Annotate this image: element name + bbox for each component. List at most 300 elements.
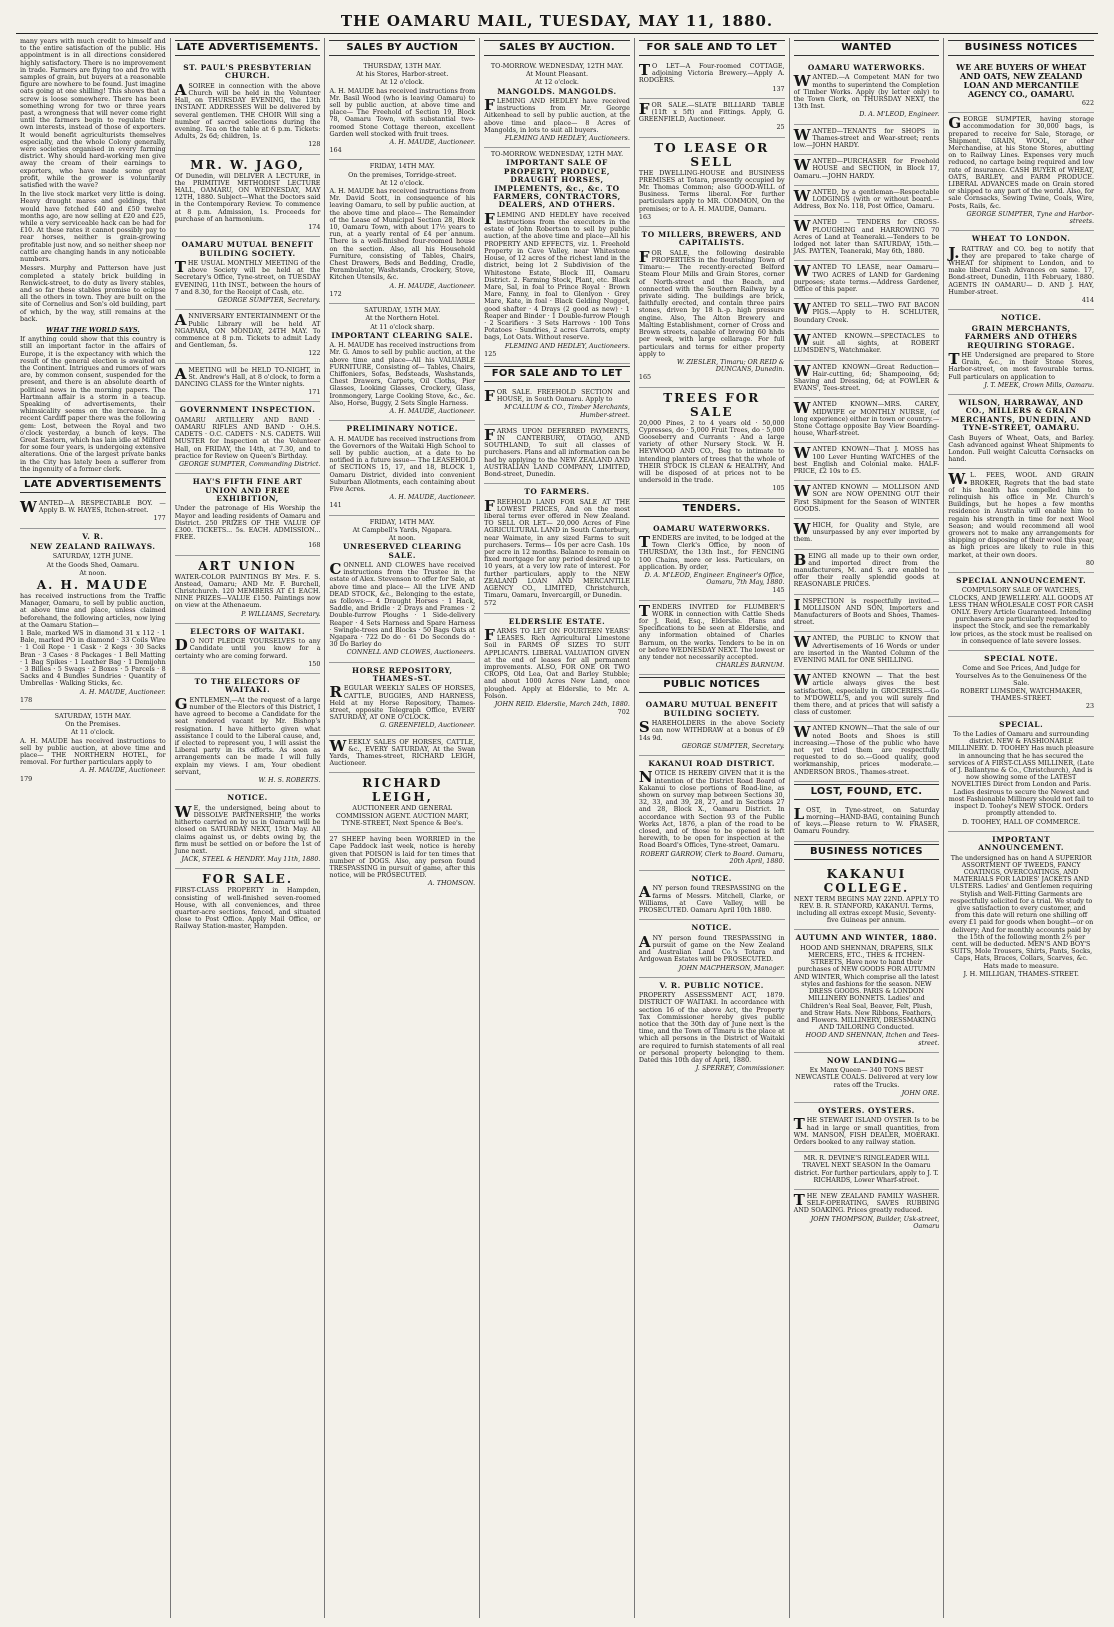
ad-number: 80 [1085, 558, 1095, 567]
ad-coals [794, 1053, 940, 1103]
ad-text: WANTED KNOWN — MOLLISON AND SON are NOW OPENING OUT their First Shipment for the Season of WINTER GOODS. [793, 482, 940, 513]
ad-title: FOR SALE. [202, 872, 294, 887]
ad-text: WANTED—PURCHASER for Freehold HOUSE and SECTION, in Block 17, Oamaru.—JOHN HARDY. [793, 156, 940, 180]
ad-title: GOVERNMENT INSPECTION. [179, 405, 316, 415]
ad-railways-auction [20, 529, 166, 710]
ad-title: NOTICE. [691, 923, 732, 933]
column-2 [171, 38, 326, 1618]
ad-text: CONNELL AND CLOWES have received instructions from the Trustee in the estate of Alex. Stevenson to offer for Sale, at above time and place— All the LIVE AND DEAD STOCK, &c., Belonging to the estate, as follows:— 4 Draught Horses · 1 Hack, Saddle, and Bridle · 2 Drays and Frames · 2 Double-furrow Ploughs · 1 Side-delivery Reaper · 4 Sets Harness and Spare Harness · Swingle-trees and Blocks · 50 Bags Oats at Ngapara · 722 Do do · 61 Do Seconds do · 30 Do Barley do [329, 560, 476, 649]
ad-number: 702 [617, 708, 630, 717]
ad-ringleader [794, 1152, 940, 1190]
ad-text: FOR SALE. FREEHOLD SECTION and HOUSE, in South Oamaru. Apply to [484, 386, 630, 405]
ad-signature: J. H. MILLIGAN, THAMES-STREET. [963, 969, 1079, 978]
ad-text: THE Undersigned are prepared to Store Grain, &c., in their Stone Stores, Harbor-street, on most favourable terms. Full particulars on application to [948, 349, 1095, 381]
ad-title: TREES FOR SALE [663, 390, 761, 419]
ad-title: TO LEASE OR SELL [654, 140, 770, 169]
ad-number: 171 [308, 388, 321, 397]
ad-number: 172 [329, 289, 342, 298]
ad-text: WANTED — TENDERS for CROSS-PLOUGHING and HARROWING 70 Acres of Land at Teaneraki.—Tenders to be lodged not later than SATURDAY, 15th.—JAS. PAYTEN, Teaneraki, May 6th, 1880. [793, 217, 940, 256]
ad-text: A. H. MAUDE has received instructions from Mr. David Scott, in consequence of his leaving Oamaru, to sell by public auction, at the above time and place— The Remainder of the Lease of Municipal Section 28, Block 10, Oamaru Town, with about 17½ years to run, at a yearly rental of £4 per annum. There is a well-finished four-roomed house on the section. Also, all his Household Furniture, consisting of Tables, Chairs, Chest Drawers, Beds and Bedding, Cradle, Perambulator, Washstands, Crockery, Stove, Kitchen Utensils, &c. [329, 187, 476, 282]
ad-wanted [794, 632, 940, 670]
ad-wanted [794, 125, 940, 156]
ad-title: V. R. [82, 531, 104, 541]
ad-text: FOR SALE.—SLATE BILLIARD TABLE (11ft x 5ft) and Fittings. Apply, G. GREENFIELD, Auctioneer. [638, 99, 785, 124]
ad-text: PROPERTY ASSESSMENT ACT, 1879. DISTRICT OF WAITAKI. In accordance with section 16 of the above Act, the Property Tax Commissioner hereby gives public notice that the 30th day of June next is the time, and the Town of Timaru is the place at which all persons in the District of Waitaki are required to furnish statements of all real or personal property belonging to them. Dated this 10th day of April, 1880. [638, 991, 785, 1064]
ad-text: THE STEWART ISLAND OYSTER Is to be had in large or small quantities, from WM. MANSON, FISH DEALER, MOERAKI. Orders booked to any railway station. [793, 1115, 940, 1146]
ad-grain-storage [948, 310, 1094, 395]
ad-date: FRIDAY, 14TH MAY. [369, 162, 435, 171]
ad-subtitle: GRAIN MERCHANTS, FARMERS AND OTHERS REQUIRING STORAGE. [964, 323, 1078, 350]
column-7 [944, 38, 1098, 1618]
ad-title: OAMARU WATERWORKS. [653, 523, 771, 533]
ad-signature: M'CALLUM & CO., Timber Merchants, Humber-street. [504, 403, 630, 419]
column-5 [635, 38, 790, 1618]
ad-wanted [794, 330, 940, 361]
ad-text: BEING all made up to their own order, and imported direct from the manufacturers, M. and S. are enabled to offer their really splendid goods at REASONABLE PRICES. [793, 550, 940, 589]
ad-list: 1 Bale, marked WS in diamond 31 x 112 · 1 Bale, marked PO in diamond · 33 Coils Wire · 1 Coil Rope · 1 Cask · 2 Kegs · 30 Sacks Bran · 3 Cases · 8 Packages · 1 Bell Matting · 1 Bag Spikes · 1 Leather Bag · 1 Demijohn · 3 Billies · 5 Swags · 2 Boxes · 5 Parcels · 8 Sacks and 4 Bundles Sundries · Quantity of Umbrellas · Walking Sticks, &c. [20, 629, 166, 688]
ad-signature: A. H. MAUDE, Auctioneer. [80, 687, 166, 696]
ad-wanted [20, 497, 166, 529]
ad-text: WANTED KNOWN.—SPECTACLES to suit all sights, at ROBERT LUMSDEN'S, Watchmaker. [793, 330, 940, 355]
ad-signature: ROBERT LUMSDEN, WATCHMAKER, THAMES-STREET. [960, 687, 1083, 703]
ad-title: TO FARMERS. [524, 487, 590, 497]
ad-title: IMPORTANT CLEARING SALE. [331, 330, 474, 340]
ad-text: A. H. MAUDE has received instructions from Mr. G. Amos to sell by public auction, at the above time and place—All his VALUABLE FURNITURE, Consisting of— Tables, Chairs, Chiffoniers, Sofas, Bedsteads, Washstands, Chest Drawers, Carpets, Oil Cloths, Pier Glasses, Looking Glasses, Crockery, Glass, Ironmongery, Large Cooking Stove, &c., &c. Also, Horse, Buggy, 2 Sets Single Harness. [329, 341, 476, 407]
ad-wanted [794, 550, 940, 595]
ad-text: TENDERS are invited, to be lodged at the Town Clerk's Office, by noon of THURSDAY, the 13th Inst., for FENCING 100 Chains, more or less. Particulars, on application. By order, [638, 532, 785, 571]
ad-text: W.L. FEES, WOOL AND GRAIN BROKER, Regrets that the bad state of his health has compelled him to relinquish his office in Mr. Church's Buildings, but he hopes a few months residence in Australia will enable him to regain his strength in time for next Wool Season; and would recommend all wool growers not to make any arrangements for shipping or disposing of their wool this year, as high prices are likely to rule in this market, at their own doors. [948, 470, 1095, 559]
ad-benefit-society [175, 237, 321, 310]
section-header: FOR SALE AND TO LET [639, 40, 785, 56]
ad-number: 25 [776, 123, 785, 132]
ad-text: WE, the undersigned, being about to DISSOLVE PARTNERSHIP, the works hitherto carried on by us in Oamaru will be closed on SATURDAY NEXT, 15th May. All claims against us, or debts owing by, the firm must be settled on or before the 1st of June next. [174, 802, 321, 855]
ad-lost-handbag [794, 804, 940, 842]
ad-title: WILSON, HARRAWAY, AND CO., MILLERS & GRAIN MERCHANTS, DUNEDIN, AND TYNE-STREET, OAMARU. [951, 397, 1092, 433]
ad-text: has received instructions from the Traffic Manager, Oamaru, to sell by public auction, at above time and place, unless claimed beforehand, the following articles, now lying at the Oamaru Station— [20, 592, 166, 629]
ad-number: 174 [308, 223, 321, 232]
ad-number: 572 [484, 599, 497, 608]
ad-text: THE DWELLING-HOUSE and BUSINESS PREMISES at Totara, presently occupied by Mr. Thomas Common; also GOOD-WILL of Business. Terms liberal. For further particulars apply to MR. COMMON, On the premises; or to A. H. MAUDE, Oamaru. [638, 168, 785, 213]
masthead-rule [16, 33, 1098, 34]
ad-signature: D. A. M'LEOD, Engineer. [859, 110, 940, 119]
ad-signature: G. GREENFIELD, Auctioneer. [379, 721, 476, 730]
ad-title: MR. W. JAGO, [190, 157, 305, 172]
ad-text: TO LET—A Four-roomed COTTAGE, adjoining Victoria Brewery.—Apply A. RODGERS. [638, 61, 785, 85]
ad-trees-for-sale [639, 388, 785, 499]
ad-wheat-oats-buyers [948, 60, 1094, 113]
column-1 [16, 38, 171, 1618]
ad-number: 150 [308, 659, 321, 668]
ad-title: NOTICE. [1000, 313, 1042, 323]
section-header: BUSINESS NOTICES [948, 40, 1094, 56]
ad-text: REGULAR WEEKLY SALES OF HORSES, CATTLE, BUGGIES, AND HARNESS, Held at my Horse Repository, Thames-street, opposite Telegraph Office, EVERY SATURDAY, AT ONE O'CLOCK. [329, 683, 476, 722]
ad-place: At the Northern Hotel. [365, 314, 440, 323]
ad-date: THURSDAY, 13TH MAY. [363, 62, 442, 70]
ad-text: A. H. MAUDE has received instructions from Mr. Basil Wood (who is leaving Oamaru) to sell by public auction, at above time and place— The Freehold of Section 19, Block 78, Oamaru Town, with substantial two-roomed Stone Cottage thereon, excellent Garden well stocked with fruit trees. [329, 86, 476, 138]
ad-title: SPECIAL ANNOUNCEMENT. [956, 576, 1087, 585]
ad-richard-leigh [329, 773, 475, 833]
ad-signature: HOOD AND SHENNAN, Itchen and Tees-street. [805, 1031, 940, 1047]
ad-title: RICHARD LEIGH, [362, 776, 443, 805]
ad-text: Cash Buyers of Wheat, Oats, and Barley. Cash advanced against Wheat Shipments to London. Full weight Calcutta Cornsacks on hand. [948, 433, 1095, 464]
ad-to-farmers [484, 484, 630, 613]
ad-wanted [794, 299, 940, 330]
ad-title: IMPORTANT ANNOUNCEMENT. [978, 834, 1065, 853]
ad-number: 163 [638, 212, 652, 221]
ad-benefit-withdraw [639, 697, 785, 756]
ad-text: WANTED—A RESPECTABLE BOY. —Apply B. W. HAYES, Itchen-street. [20, 497, 166, 516]
ad-auction-torridge-street [329, 160, 475, 304]
ad-text: WANTED KNOWN—Great Reduction—Hair-cutting, 6d; Shampooing, 6d; Shaving and Dressing, 6d; at FOWLER & EVANS', Tees-street. [793, 361, 940, 393]
ad-title: HORSE REPOSITORY, THAMES-ST. [351, 665, 453, 684]
ad-title: OYSTERS. OYSTERS. [818, 1105, 915, 1115]
ad-title: SPECIAL. [999, 719, 1044, 729]
ad-text: The undersigned has on hand A SUPERIOR ASSORTMENT OF TWEEDS, FANCY COATINGS, OVERCOATINGS, AND MATERIALS FOR LADIES' JACKETS AND ULSTERS. Ladies' and Gentlemen requiring Stylish and Well-Fitting Garments are respectfully solicited for a trial. We study to give satisfaction to every customer, and from this date will return one shilling off every £1 paid for goods when bought—or on delivery; And for monthly accounts paid by the 15th of the following month 2½ per cent. will be deducted. MEN'S AND BOY'S SUITS, Mole Trousers, Shirts, Pants, Socks, Caps, Hats, Braces, Collars, Scarves, &c. Hats made to measure. [949, 853, 1094, 970]
article-paragraph: In the live stock market very little is doing. Heavy draught mares and geldings, that would have fetched £40 and £50 twelve months ago, are now selling at £20 and £25, while a very serviceable hack can be had for £10. At these rates it cannot possibly pay to rear horses, neither is grain-growing profitable just now, and so neither sheep nor cattle are changing hands in any noticeable numbers. [20, 190, 166, 264]
section-title: WHAT THE WORLD SAYS. [46, 325, 140, 334]
ad-signature: W. H. S. ROBERTS. [258, 776, 321, 785]
ad-freehold-section [484, 386, 630, 425]
ad-trespass-game [639, 920, 785, 977]
ad-time: At 12 o'clock. [535, 78, 579, 87]
ad-text: GENTLEMEN,—At the request of a large number of the Electors of this District, I have agreed to become a Candidate for the seat rendered vacant by Mr. Bishop's resignation. I have hitherto given what assistance I could to the Liberal cause, and, if elected to represent you, I will assist the Liberal party in its efforts. As soon as arrangements can be made I will fully explain my views. I am, Your obedient servant, [174, 694, 321, 776]
section-header: FOR SALE AND TO LET [484, 366, 630, 382]
ad-text: THE USUAL MONTHLY MEETING of the above Society will be held at the Secretary's Office, Tyne-street, on TUESDAY EVENING, 11th INST., between the hours of 7 and 8.30, for the Receipt of Cash, etc. [174, 258, 321, 296]
ad-number: 164 [329, 146, 342, 155]
ad-signature: JOHN ORE. [901, 1088, 940, 1097]
ad-tenders-invited [639, 601, 785, 676]
ad-text: WE ARE BUYERS OF WHEAT AND OATS, NEW ZEALAND LOAN AND MERCANTILE AGENCY CO., OAMARU. [956, 62, 1087, 99]
ad-wool-broker [948, 469, 1094, 573]
section-header: LATE ADVERTISEMENTS. [175, 40, 321, 56]
ad-wanted [794, 216, 940, 261]
ad-title: AUTUMN AND WINTER, 1880. [795, 933, 938, 943]
ad-text: LOST, in Tyne-street, on Saturday morning—HAND-BAG, containing Bunch of keys.—Please return to W. FRASER, Oamaru Foundry. [793, 804, 940, 836]
ad-signature: GEORGE SUMPTER, Tyne and Harbor-streets. [966, 209, 1095, 226]
ad-signature: A. H. MAUDE, Auctioneer. [389, 493, 476, 502]
ad-text: COMPULSORY SALE OF WATCHES, CLOCKS, AND JEWELLERY. ALL GOODS AT LESS THAN WHOLESALE COST FOR CASH ONLY. Every Article Guaranteed. Intending purchasers are particularly requested to inspect the Stock, and see the remarkably low prices, as the stock must be realised on in consequence of late severe losses. [948, 586, 1094, 645]
ad-title: NOTICE. [227, 793, 268, 803]
ad-millinery [948, 717, 1094, 832]
ad-number: 165 [638, 373, 652, 382]
ad-number: 145 [772, 586, 785, 595]
ad-signature: P. WILLIAMS, Secretary. [241, 609, 321, 618]
ad-subtitle: NEW ZEALAND RAILWAYS. [30, 542, 156, 551]
ad-wanted [794, 670, 940, 722]
ad-wilson-harraway [948, 395, 1094, 469]
ad-text: WANTED KNOWN — That the best article always gives the best satisfaction, especially in GROCERIES.—Go to M'DOWELL'S, and you will surely find them there, and at prices that will satisfy a class of customer. [793, 671, 940, 717]
ad-electors [175, 624, 321, 674]
ad-signature: JOHN REID. Elderslie, March 24th, 1880. [494, 700, 630, 709]
ad-title: TO MILLERS, BREWERS, AND CAPITALISTS. [641, 230, 782, 248]
ad-signature: JACK, STEEL & HENDRY. May 11th, 1880. [181, 855, 321, 864]
ad-number: 168 [308, 541, 321, 550]
ad-hood-shennan [794, 930, 940, 1052]
ad-text: THE NEW ZEALAND FAMILY WASHER. SELF-OPERATING, SAVES RUBBING AND SOAKING. Prices greatly reduced. [793, 1190, 940, 1215]
ad-special-note [948, 651, 1094, 717]
ad-hampden-sale [175, 869, 321, 935]
ad-text: 20,000 Pines, 2 to 4 years old · 50,000 Cypresses, do · 5,000 Fruit Trees, do · 5,000 Gooseberry and Currants · And a large variety of other Nursery Stock. W. H. HEYWOOD AND CO., Beg to intimate to intending planters of trees that the whole of THEIR STOCK IS CLEAN & HEALTHY, And will be disposed of at prices not to be undersold in the trade. [638, 418, 785, 485]
ad-title: ELECTORS OF WAITAKI. [190, 626, 306, 636]
ad-northern-hotel [20, 710, 166, 788]
ad-mangolds [484, 60, 630, 148]
ad-wanted [794, 361, 940, 399]
ad-electors-letter [175, 674, 321, 790]
ad-clearing-sale [329, 304, 475, 421]
ad-text: ANY person found TRESPASSING on the farms of Messrs. Mitchell, Clarke, or Williams, at Cave Valley, will be PROSECUTED. Oamaru April 10th 1880. [638, 883, 785, 915]
ad-preliminary-notice [329, 421, 475, 515]
ad-wanted [794, 398, 940, 443]
masthead: THE OAMARU MAIL, TUESDAY, MAY 11, 1880. [340, 12, 774, 30]
ad-cottage-to-let [639, 60, 785, 99]
ad-signature: J. T. MEEK, Crown Mills, Oamaru. [984, 380, 1095, 389]
ad-signature: D. A. M'LEOD, Engineer. Engineer's Office, Oamaru, 7th May, 1880. [644, 570, 785, 587]
ad-title: HAY'S FIFTH FINE ART UNION AND FREE EXHIBITION, [192, 477, 303, 503]
ad-title: ELDERSLIE ESTATE. [508, 616, 606, 626]
ad-title: ST. PAUL'S PRESBYTERIAN CHURCH. [183, 63, 312, 81]
ad-number: 128 [308, 140, 321, 149]
ad-text: FARMS UPON DEFERRED PAYMENTS, IN CANTERBURY, OTAGO, AND SOUTHLAND, To suit all classes of purchasers. Plans and all information can be had by applying to the NEW ZEALAND AND AUSTRALIAN LAND COMPANY, LIMITED, Bond-street, Dunedin. [484, 425, 630, 478]
ad-church-soiree [175, 60, 321, 155]
ad-signature: A. H. MAUDE, Auctioneer. [389, 281, 476, 290]
ad-number: 105 [772, 484, 785, 493]
ad-signature: JOHN THOMPSON, Builder, Usk-street, Oamaru [810, 1214, 940, 1230]
ad-text: WANTED KNOWN—That the sale of our noted Boots and Shoes is still increasing.—Those of the public who have not yet tried them are respectfully requested to do so.—Good quality, good workmanship, prices moderate.—ANDERSON BROS., Thames-street. [793, 723, 940, 776]
ad-signature: JOHN MACPHERSON, Manager. [678, 963, 785, 972]
ad-wanted [794, 519, 940, 550]
ad-art-union [175, 556, 321, 624]
article-paragraph: If anything could show that this country is still an important factor in the affairs of Europe, it is the expectancy with which the result of the general election is awaited on the Continent. Intrigues and rumors of wars are, by common consent, suspended for the present, and there is an absolute dearth of political news in the morning papers. The Hartmann affair is a storm in a teacup. Speaking of advertisements, their whimsicality seems on the increase. In a recent Cardiff paper there was the following gem: Lost, between the Royal and two o'clock yesterday, a bunch of keys. The Great Eastern, which has lain idle at Milford for some four years, is undergoing extensive alterations. One of the largest private banks in the City has lately been a sufferer from the ingenuity of a former clerk. [20, 335, 166, 473]
ad-number: 414 [1081, 296, 1095, 305]
columns [16, 38, 1098, 1618]
ad-text: NOTICE IS HEREBY GIVEN that it is the intention of the District Road Board of Kakanui to close portions of Road-line, as shown on survey map between Sections 30, 32, 33, and 39, 28, 27, and in Sections 27 and 28, Block X., Oamaru District. In accordance with Section 93 of the Public Works Act, 1876, a plan of the road to be closed, and of those to be opened is left herewith, to be open for inspection at the Road Board's Offices, Tyne-street, Oamaru. [638, 768, 785, 850]
ad-sheep-worried [329, 833, 475, 892]
article-paragraph: many years with much credit to himself and to the entire satisfaction of the public. His appointment is in all directions considered highly satisfactory. There is no improvement in trade. Farmers are flying too and fro with samples of grain, but buyers at a reasonable figure are nowhere to be found. Just imagine oats going at one shilling! This shows that a screw is loose somewhere. There has been something wrong for two or three years past, a wrongness that will never come right until the farmers begin to regulate their own interests, instead of those of exporters. It would benefit agriculturists themselves especially, and the whole Colony generally, were societies organised in every farming district. Why should hard-working men give away the cream of their earnings to exporters, who have made some great profit, while the grower is voluntarily satisfied with the wave? [20, 38, 166, 190]
ad-date: SATURDAY, 12TH JUNE. [52, 552, 133, 561]
ad-text: TENDERS INVITED for FLUMBER'S WORK in connection with Cattle Sheds for J. Reid, Esq., Elderslie. Plans and Specifications to be seen at Elderslie, and any information obtained of Charles Barnum, on the works. Tenders to be in on or before WEDNESDAY NEXT. The lowest or any tender not necessarily accepted. [638, 601, 785, 661]
ad-text: WANTED TO SELL—TWO FAT BACON PIGS.—Apply to H. SCHLUTER, Boundary Creek. [793, 300, 940, 324]
ad-time: At 11 o'clock sharp. [370, 322, 435, 331]
ad-text: Of Dunedin, will DELIVER A LECTURE, in the PRIMITIVE METHODIST LECTURE HALL, OAMARU, ON WEDNESDAY, MAY 12TH, 1880. Subject—What the Doctors said in the Contemporary Review. To commence at 8 p.m. Admission, 1s. Proceeds for purchase of an harmonium. [174, 171, 321, 223]
section-header: LATE ADVERTISEMENTS [20, 477, 166, 493]
ad-signature: A. H. MAUDE, Auctioneer. [80, 766, 166, 775]
ad-weekly-sales [329, 736, 475, 774]
ad-time: At 11 o'clock. [70, 728, 115, 737]
ad-millers-brewers [639, 227, 785, 387]
ad-number: 622 [1081, 99, 1095, 107]
ad-place: At the Goods Shed, Oamaru. [46, 560, 140, 569]
ad-text: WEEKLY SALES OF HORSES, CATTLE, &c., EVERY SATURDAY, At the Swan Yards, Thames-street, RICHARD LEIGH, Auctioneer. [329, 736, 476, 768]
ad-date: FRIDAY, 14TH MAY. [369, 517, 435, 526]
section-header: BUSINESS NOTICES [794, 844, 940, 860]
ad-text: To the Ladies of Oamaru and surrounding district. NEW & FASHIONABLE MILLINERY. D. TOOHEY Has much pleasure in announcing that he has secured the services of A FIRST-CLASS MILLINER, (Late of J. Ballantyne & Co., Christchurch), And is now showing some of the LATEST NOVELTIES Direct from London and Paris. Ladies desirous to secure the Newest and most Fashionable Millinery should not fail to inspect D. Toohey's NEW STOCK. Orders promptly attended to. [948, 730, 1094, 818]
ad-text: FIRST-CLASS PROPERTY in Hampden, consisting of well-finished seven-roomed House, with all conveniences, and three quarter-acre sections, fenced, and situated close to Post Office. Apply Mail Office, or Railway Station-master, Hampden. [174, 886, 321, 931]
ad-lecture [175, 155, 321, 238]
ad-number: 178 [20, 695, 33, 704]
ad-text: SHAREHOLDERS in the above Society can now WITHDRAW at a bonus of £9 14s 9d. [638, 718, 785, 742]
ad-anniversary [175, 310, 321, 363]
ad-text: AUCTIONEER AND GENERAL COMMISSION AGENT. AUCTION MART, TYNE-STREET, Next Spence & Bee's. [335, 804, 469, 827]
ad-kakanui-road [639, 756, 785, 871]
ad-signature: A. H. MAUDE, Auctioneer. [389, 406, 476, 415]
ad-number: 141 [329, 501, 342, 510]
ad-title: SPECIAL NOTE. [984, 654, 1059, 664]
ad-text: J.RATTRAY and CO. beg to notify that they are prepared to take charge of WHEAT for shipment to London, and to make liberal Cash Advances on same. 17, Bond-street, Dunedin, 11th February, 1880. AGENTS IN OAMARU— D. AND J. HAY, Humber-street. [948, 243, 1095, 296]
ad-signature: GEORGE SUMPTER, Secretary. [217, 296, 321, 305]
ad-deferred-farms [484, 425, 630, 484]
ad-text: FLEMING AND HEDLEY have received instructions from the executors in the estate of John Robertson to sell by public auction, at the above time and place—All his PROPERTY AND EFFECTS, viz. 1. Freehold Property in Cave Valley, near Whitestone House, of 12 acres of the richest land in the district, being lot 2 Subdivision of the Whitestone Estate, Block III, Oamaru District. 2. Farming Stock, Plant, etc. Black Mare, Sal, in foal to Prince Royal · Brown Mare, Fanny, in foal to Glenlyon · Grey Mare, Kate, in foal · Black Gelding Nugget, good shafter · 4 Drays (2 good as new) · 1 Reaper and Binder · 1 Double-furrow Plough · 2 Scarifiers · 3 Sets Harrows · 100 Tons Potatoes · Sundries, 2 acres Carrots, empty bags, Lot Oats. Without reserve. [484, 209, 630, 342]
ad-text: ANY person found TRESPASSING in pursuit of game on the New Zealand and Australian Land Co.'s Totara and Ardgowan Estates will be PROSECUTED. [638, 932, 785, 964]
section-header: PUBLIC NOTICES [639, 677, 785, 693]
ad-signature: A. H. MAUDE, Auctioneer. [389, 138, 476, 147]
ad-text: WANTED, by a gentleman—Respectable LODGINGS (with or without board.—Address, Box No. 118, Post Office, Oamaru. [793, 186, 940, 211]
ad-title: UNRESERVED CLEARING SALE. [342, 542, 462, 560]
ad-number: 137 [772, 84, 785, 93]
ad-number: 23 [1085, 702, 1095, 711]
ad-place: On the Premises. [65, 720, 121, 729]
ad-title: OAMARU WATERWORKS. [807, 63, 926, 72]
ad-number: 122 [308, 349, 321, 358]
section-header: TENDERS. [639, 501, 785, 517]
ad-wanted [794, 481, 940, 519]
ad-waterworks-tender [639, 521, 785, 601]
ad-wanted [794, 595, 940, 633]
ad-text: ASOIREE in connection with the above Church will be held in the Volunteer Hall, on THURSDAY EVENING, the 13th INSTANT. ADDRESSES Will be delivered by several gentlemen. THE CHOIR Will sing a number of sacred selections during the evening. Tea on the table at 6 p.m. Tickets: Adults, 2s 6d; children, 1s. [174, 80, 321, 141]
ad-lease-or-sell [639, 138, 785, 227]
ad-oysters [794, 1103, 940, 1152]
ad-title: KAKANUI COLLEGE. [823, 866, 910, 895]
ad-signature: A. THOMSON. [428, 879, 476, 888]
ad-signature: CHARLES BARNUM. [715, 661, 785, 670]
ad-time: At noon. [79, 568, 107, 577]
ad-title: NOTICE. [691, 874, 732, 884]
ad-title: MANGOLDS. MANGOLDS. [497, 86, 617, 96]
ad-time: At 12 o'clock. [380, 78, 425, 87]
ad-text: MR. R. DEVINE'S RINGLEADER WILL TRAVEL NEXT SEASON In the Oamaru district. For further particulars, apply to J. T. RICHARDS, Lower Wharf-street. [794, 1154, 939, 1184]
ad-text: WANTED.—A Competent MAN for two months to superintend the Completion of Timber Works. Apply (by letter only) to the Town Clerk, on THURSDAY NEXT, the 13th Inst. [793, 72, 940, 111]
ad-kakanui-college [794, 864, 940, 931]
ad-title: OAMARU MUTUAL BENEFIT BUILDING SOCIETY. [181, 240, 314, 258]
ad-important-announcement [948, 832, 1094, 983]
ad-title: WHEAT TO LONDON. [971, 234, 1071, 244]
ad-date: SATURDAY, 15TH MAY. [54, 712, 132, 721]
ad-wanted [794, 155, 940, 186]
ad-signature: D. TOOHEY, HALL OF COMMERCE. [962, 817, 1081, 826]
column-3 [325, 38, 480, 1618]
ad-text: WANTED KNOWN—MRS. CAREY, MIDWIFE or MONTHLY NURSE, (of long experience) either in town or country.—Stone Cottage opposite Bay View Boarding-house, Wharf-street. [793, 399, 940, 438]
ad-number: 125 [484, 349, 497, 358]
ad-signature: GEORGE SUMPTER, Commanding District. [178, 459, 321, 468]
ad-text: WHICH, for Quality and Style, are unsurpassed by any ever imported by them. [793, 519, 940, 544]
ad-important-sale [484, 148, 630, 364]
section-header: SALES BY AUCTION. [484, 40, 630, 56]
ad-special-announcement [948, 573, 1094, 651]
section-header: LOST, FOUND, ETC. [794, 784, 940, 800]
ad-text: A. H. MAUDE has received instructions to sell by public auction, at above time and place— THE NORTHERN HOTEL, for removal. For further particulars apply to [20, 736, 166, 767]
ad-place: At Campbell's Yards, Ngapara. [352, 525, 452, 534]
ad-text: NEXT TERM BEGINS MAY 22ND. APPLY TO REV. B. R. STANFORD, KAKANUI. Terms, including all extras except Music, Seventy-five Guineas per annum. [793, 894, 939, 925]
ad-place: At his Stores, Harbor-street. [356, 70, 449, 79]
ad-signature: ROBERT GARROW, Clerk to Board. Oamaru, 20th April, 1880. [640, 849, 785, 865]
ad-signature: CONNELL AND CLOWES, Auctioneers. [346, 648, 476, 657]
ad-text: HOOD AND SHENNAN, DRAPERS, SILK MERCERS, ETC., THES & ITCHEN-STREETS, Have now to hand their purchases of NEW GOODS FOR AUTUMN AND WINTER, Which comprise all the latest styles and fashions for the season. NEW DRESS GOODS. PARIS & LONDON MILLINERY BONNETS. Ladies' and Children's Real Seal, Beaver, Felt, Plush, and Straw Hats. New Ribbons, Feathers, and Flowers. MILLINERY, DRESSMAKING AND TAILORING Conducted. [794, 943, 939, 1032]
ad-time: At noon. [388, 533, 416, 542]
ad-title: IMPORTANT SALE OF PROPERTY, PRODUCE, DRAUGHT HORSES, IMPLEMENTS, &c., &c. TO FARMERS, CONTRACTORS, DEALERS, AND OTHERS. [493, 158, 621, 210]
ad-text: Come and See Prices, And Judge for Yourselves As to the Genuineness Of the Sale. [955, 664, 1087, 687]
ad-title: ART UNION [198, 558, 297, 573]
ad-number: 179 [20, 774, 33, 783]
ad-wanted [794, 186, 940, 217]
ad-text: INSPECTION is respectfully invited.—MOLLISON AND SON, Importers and Manufacturers of Boots and Shoes, Thames-street. [793, 595, 940, 627]
ad-text: AMEETING will be HELD TO-NIGHT, in St. Andrew's Hall, at 8 o'clock, to form a DANCING CLASS for the Winter nights. [174, 364, 321, 388]
ad-text: DO NOT PLEDGE YOURSELVES to any Candidate until you know for a certainty who are coming forward. [174, 636, 321, 660]
ad-horse-repository [329, 663, 475, 736]
ad-title: NOW LANDING— [826, 1055, 907, 1065]
ad-place: On the premises, Torridge-street. [348, 170, 457, 179]
ad-signature: GEORGE SUMPTER, Secretary. [681, 741, 785, 750]
ad-text: WANTED KNOWN—That J. MOSS has 100 Lever Hunting WATCHES of the best English and Colonial make. HALF-PRICE, £2 10s to £5. [793, 444, 940, 475]
ad-title: OAMARU MUTUAL BENEFIT BUILDING SOCIETY. [645, 700, 778, 718]
ad-text: FLEMING AND HEDLEY have received instructions from Mr. George Aitkenhead to sell by public auction, at the above time and place— 8 Acres of Mangolds, in lots to suit all buyers. [484, 96, 630, 134]
ad-fine-art-union [175, 474, 321, 555]
ad-wanted [794, 722, 940, 781]
ad-text: 27 SHEEP having been WORRIED in the Cape Paddock last week, notice is hereby given that POISON is laid for ten times that number of DOGS. Also, any person found TRESPASSING in pursuit of game, after this notice, will be PROSECUTED. [329, 835, 476, 880]
ad-place: At Mount Pleasant. [525, 70, 589, 79]
auctioneer-name: A. H. MAUDE [36, 578, 149, 593]
ad-auction-harbor-street [329, 60, 475, 160]
ad-property-assessment [639, 978, 785, 1078]
ad-text: WANTED, the PUBLIC to KNOW that Advertisements of 16 Words or under are inserted in the Wanted Column of the EVENING MAIL for ONE SHILLING. [793, 633, 940, 664]
ad-time: At 12 o'clock. [380, 178, 425, 187]
ad-title: TO THE ELECTORS OF WAITAKI. [194, 677, 301, 695]
ad-george-sumpter [948, 113, 1094, 231]
ad-dancing-class [175, 364, 321, 403]
ad-date: TO-MORROW. WEDNESDAY, 12TH MAY. [490, 150, 624, 159]
ad-signature: FLEMING AND HEDLEY, Auctioneers. [504, 341, 630, 350]
ad-date: TO-MORROW. WEDNESDAY, 12TH MAY. [490, 62, 624, 70]
ad-waterworks-wanted [794, 60, 940, 125]
ad-date: SATURDAY, 15TH MAY. [364, 306, 441, 315]
ad-text: GEORGE SUMPTER, having storage accommodation for 30,000 bags, is prepared to receive for Sale, Storage, or Shipment, GRAIN, WOOL, or other Merchandise, at his Stone Stores, abutting on to Railway Lines. Expenses very much reduced, no cartage being required and low rate of insurance. CASH BUYER of WHEAT, OATS, BARLEY, and FARM PRODUCE. LIBERAL ADVANCES made on Grain stored or shipped to any part of the world. Also, for sale Cornsacks, Sewing Twine, Coals, Wire, Posts, Rails, &c. [948, 114, 1095, 210]
ad-text: A. H. MAUDE has received instructions from the Governors of the Waitaki High School to sell by public auction, at a date to be notified in a future issue— The LEASEHOLD of SECTIONS 15, 17, and 18, BLOCK 1, Oamaru District, divided into convenient Suburban Allotments, each containing about Five Acres. [329, 434, 476, 493]
ad-title: KAKANUI ROAD DISTRICT. [648, 759, 776, 769]
ad-text: FOR SALE, the following desirable PROPERTIES in the flourishing Town of Timaru:— The recently-erected Belford Steam Flour Mills and Grain Stores, corner of North-street and the Beach, and connected with the Southern Railway by a private siding. The buildings are brick, faithfully erected, and contain three pairs stones, driven by 18 h.-p. high pressure engine. Also, The Alton Brewery and Malting Establishment, corner of Cross and Brown streets, capable of brewing 60 hhds per week, with large cellarage. For full particulars and terms for either property apply to [638, 247, 785, 358]
section-header: SALES BY AUCTION [329, 40, 475, 56]
ad-title: PRELIMINARY NOTICE. [346, 424, 459, 434]
ad-text: Ex Manx Queen— 340 TONS BEST NEWCASTLE COALS. Delivered at very low rates off the Trucks. [795, 1066, 938, 1089]
ad-wanted [794, 443, 940, 481]
ad-billiard-table [639, 99, 785, 138]
ad-trespass-notice [639, 871, 785, 920]
column-6 [790, 38, 945, 1618]
ad-text: Under the patronage of His Worship the Mayor and leading residents of Oamaru and District. 250 PRIZES OF THE VALUE OF £300. TICKETS... 5s. EACH. ADMISSION... FREE. [174, 504, 321, 542]
ad-text: OAMARU ARTILLERY AND BAND · OAMARU RIFLES AND BAND · O.H.S. CADETS · O.C. CADETS · N.S. CADETS. Will MUSTER for Inspection at the Volunteer Hall, on FRIDAY, the 14th, at 7.30, and to practice for Review on Queen's Birthday. [174, 415, 321, 460]
ad-title: V. R. PUBLIC NOTICE. [659, 980, 764, 990]
ad-text: ANNIVERSARY ENTERTAINMENT Of the Public Library will be held AT NGAPARA, ON MONDAY, 24TH MAY. To commence at 8 p.m. Tickets to admit Lady and Gentleman, 5s. [174, 311, 321, 350]
ad-text: WATER-COLOR PAINTINGS BY Mrs. F. S. Anstead, Oamaru; AND Mr. F. Burchell, Christchurch. 120 MEMBERS AT £1 EACH. NINE PRIZES—VALUE £150. Paintings now on view at the Athenaeum. [174, 572, 321, 610]
ad-elderslie-estate [484, 614, 630, 722]
ad-number: 177 [153, 514, 166, 523]
ad-signature: FLEMING AND HEDLEY, Auctioneers. [504, 134, 630, 143]
ad-text: WANTED—TENANTS for SHOPS in Thames-street and Wear-street; rents low.—JOHN HARDY. [793, 125, 940, 150]
ad-wheat-to-london [948, 231, 1094, 310]
column-4 [480, 38, 635, 1618]
section-header: WANTED [794, 40, 940, 56]
article-paragraph: Messrs. Murphy and Patterson have just completed a stately brick building in Renwick-street, to do duty as livery stables, and so far these stables promise to eclipse all the others in town. They are built on the site of Cornelius and Son's old building, part of which, by the way, still remains at the back. [20, 264, 166, 323]
ad-family-washer [794, 1190, 940, 1235]
ad-text: FREEHOLD LAND FOR SALE AT THE LOWEST PRICES, And on the most liberal terms ever offered in New Zealand. TO SELL OR LET— 20,000 Acres of Fine AGRICULTURAL LAND in South Canterbury, near Waimate, in any sized Farms to suit purchasers. Terms— 10s per acre Cash. 10s per acre in 12 months. Balance to remain on fixed mortgage for any period desired up to 10 years, at a very low rate of interest. For further particulars, apply to the NEW ZEALAND LOAN AND MERCANTILE AGENCY CO., LIMITED, Christchurch, Timaru, Oamaru, Invercargill, or Dunedin. [484, 496, 630, 600]
ad-signature: W. ZIESLER, Timaru; OR REID & DUNCANS, Dunedin. [676, 357, 785, 374]
